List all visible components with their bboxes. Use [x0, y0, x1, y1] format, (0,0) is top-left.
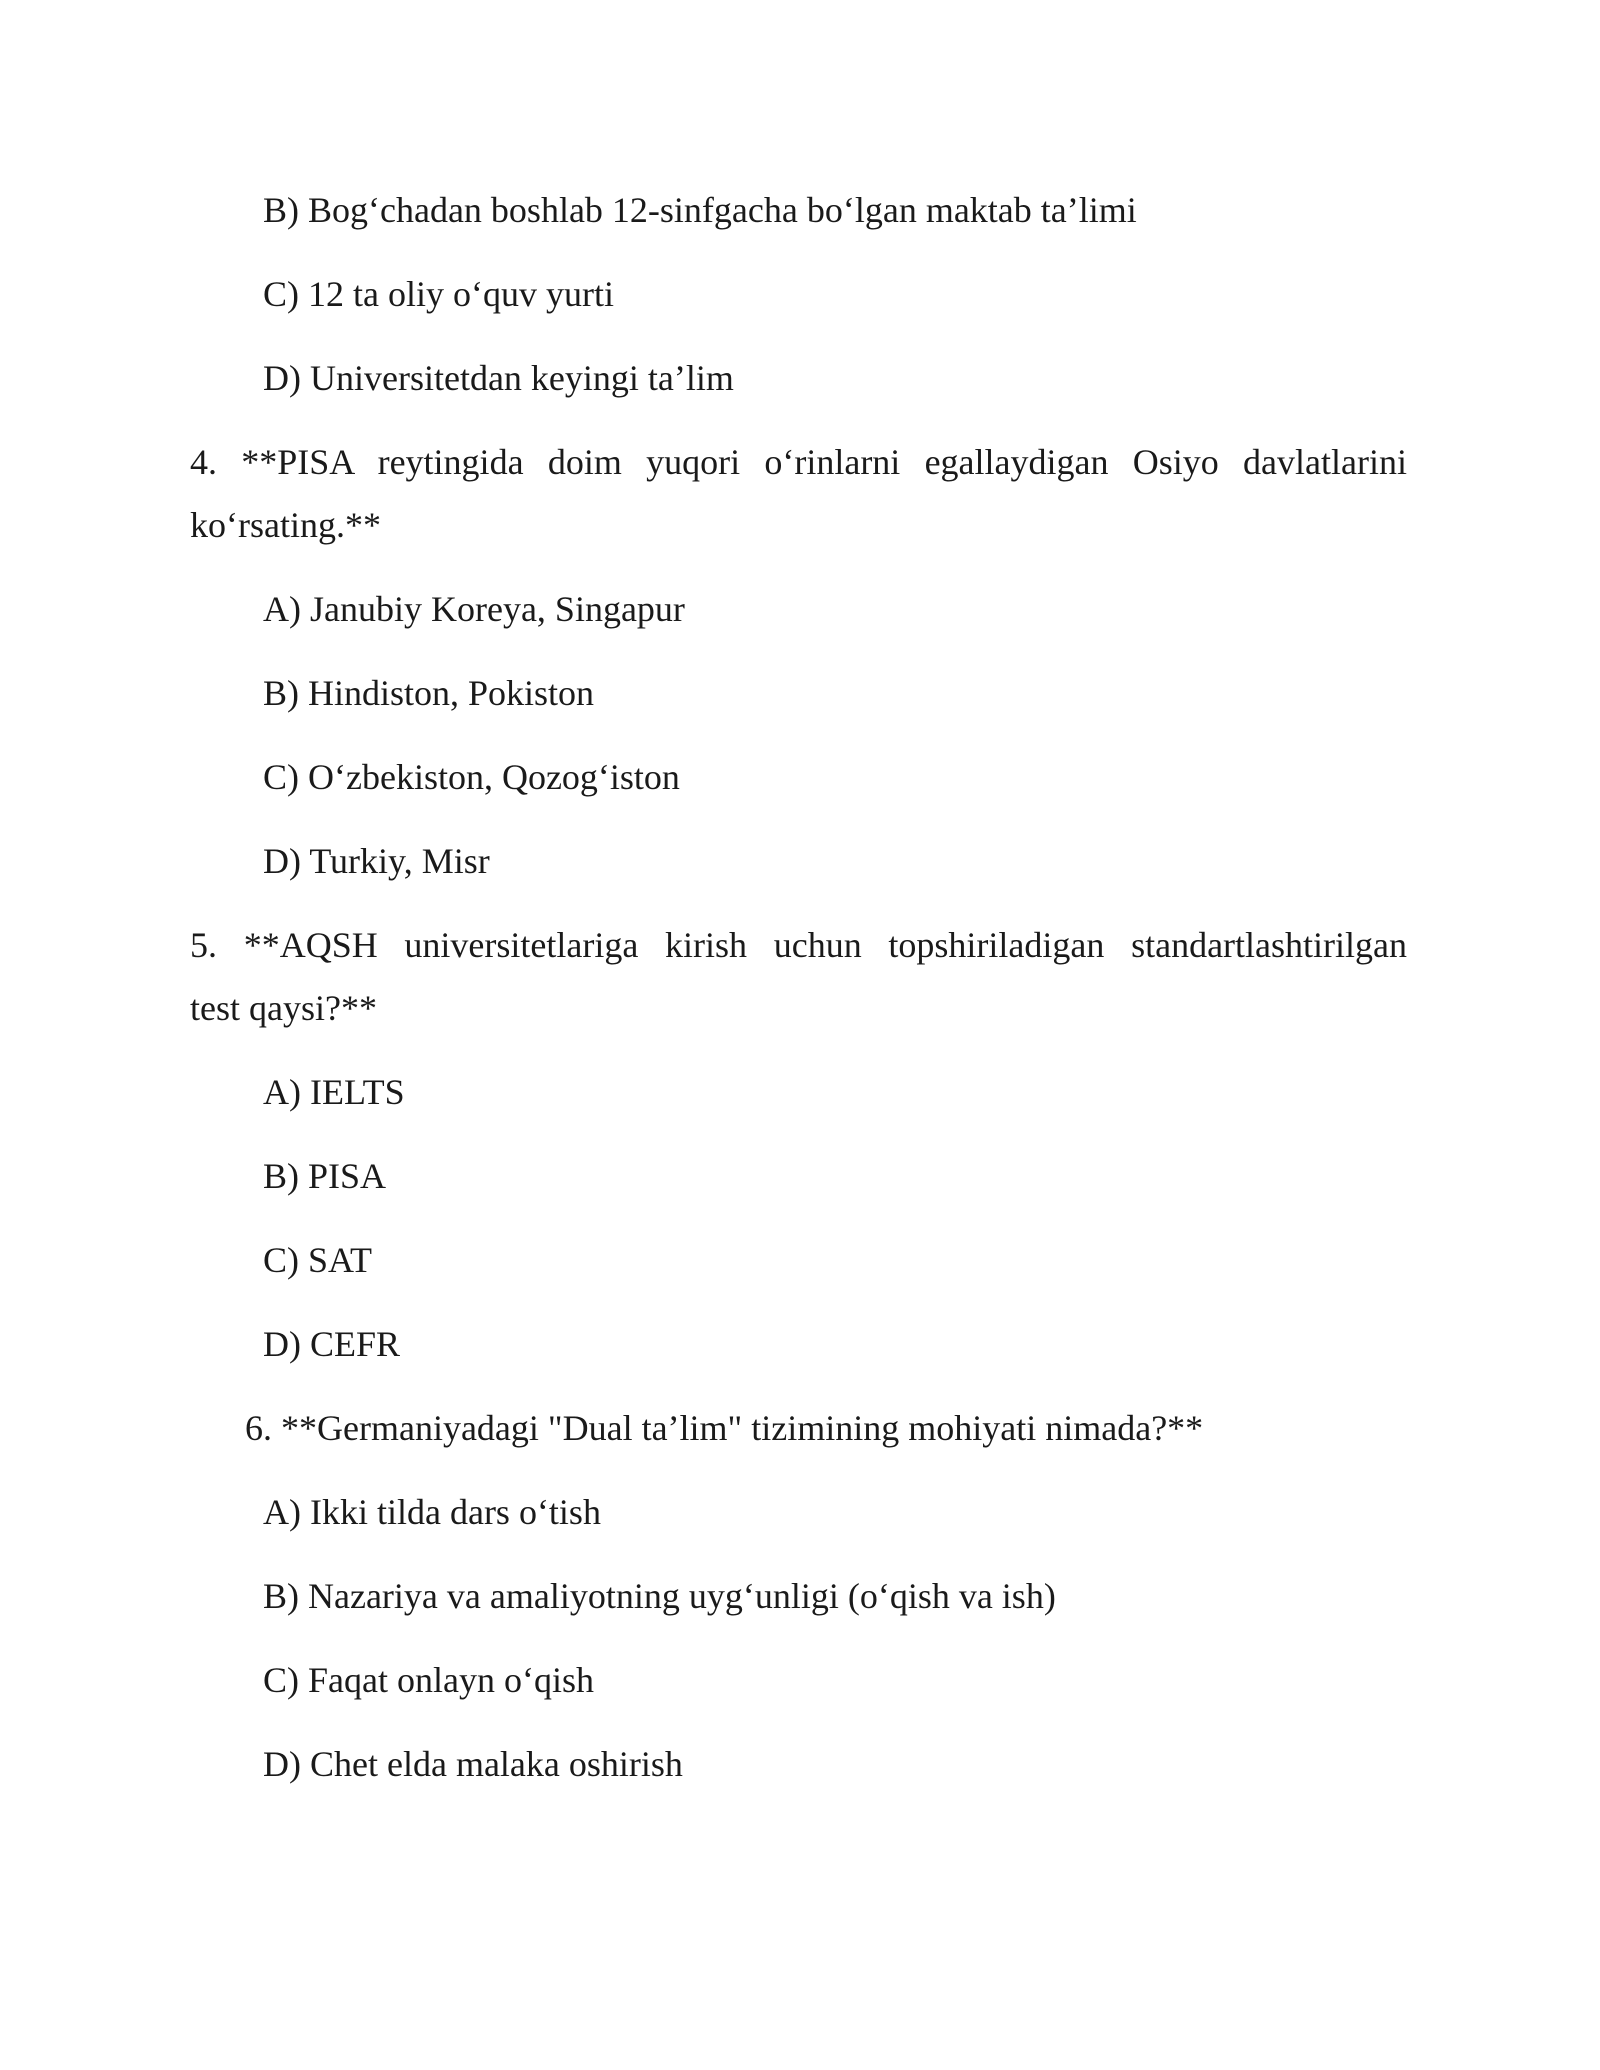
answer-option: C) 12 ta oliy o‘quv yurti — [263, 274, 614, 314]
answer-option: B) Nazariya va amaliyotning uyg‘unligi (o‘qish va ish) — [263, 1576, 1056, 1616]
answer-option: A) IELTS — [263, 1072, 405, 1112]
question-4-text: 4. **PISA reytingida doim yuqori o‘rinlarni egallaydigan Osiyo davlatlarini — [190, 442, 1407, 482]
answer-option: D) Chet elda malaka oshirish — [263, 1744, 683, 1784]
question-6-text: 6. **Germaniyadagi "Dual ta’lim" tizimining mohiyati nimada?** — [245, 1408, 1204, 1448]
answer-option: C) SAT — [263, 1240, 373, 1280]
answer-option: A) Ikki tilda dars o‘tish — [263, 1492, 601, 1532]
question-4-text-continued: ko‘rsating.** — [190, 505, 381, 545]
question-5-text-continued: test qaysi?** — [190, 988, 377, 1028]
answer-option: B) Hindiston, Pokiston — [263, 673, 595, 713]
answer-option: B) PISA — [263, 1156, 387, 1196]
answer-option: D) Universitetdan keyingi ta’lim — [263, 358, 734, 398]
answer-option: C) O‘zbekiston, Qozog‘iston — [263, 757, 680, 797]
answer-option: D) CEFR — [263, 1324, 401, 1364]
answer-option: B) Bog‘chadan boshlab 12-sinfgacha bo‘lgan maktab ta’limi — [263, 190, 1137, 230]
answer-option: C) Faqat onlayn o‘qish — [263, 1660, 594, 1700]
answer-option: D) Turkiy, Misr — [263, 841, 490, 881]
question-5-text: 5. **AQSH universitetlariga kirish uchun topshiriladigan standartlashtirilgan — [190, 925, 1407, 965]
answer-option: A) Janubiy Koreya, Singapur — [263, 589, 685, 629]
